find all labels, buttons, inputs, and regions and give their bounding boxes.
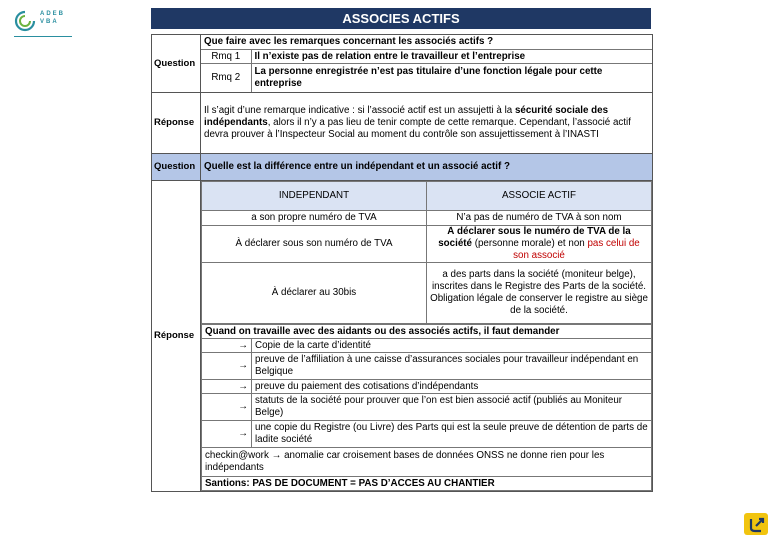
doc-item: Copie de la carte d’identité [252, 339, 652, 353]
logo-text [40, 10, 65, 26]
arrow-icon: → [202, 380, 252, 394]
return-arrow-icon [744, 513, 768, 535]
row1-indep: a son propre numéro de TVA [202, 211, 427, 226]
col-associe-header: ASSOCIE ACTIF [427, 182, 652, 211]
row2-indep: À déclarer sous son numéro de TVA [202, 226, 427, 263]
r1-part1: Il s’agit d’une remarque indicative : si l’associé actif est un assujetti à la [204, 105, 515, 116]
checkin-note: checkin@work → anomalie car croisement bases de données ONSS ne donne rien pour les indépendants [202, 448, 652, 477]
row2-associe-bold: À déclarer sous le numéro de TVA de la société [438, 226, 631, 249]
rmq2-text: La personne enregistrée n’est pas titulaire d’une fonction légale pour cette entreprise [254, 66, 603, 89]
doc-item: preuve de l’affiliation à une caisse d’assurances sociales pour travailleur indépendant en Belgique [252, 353, 652, 380]
logo-underline [14, 36, 72, 37]
logo-mark-icon [14, 10, 36, 32]
qa-table [151, 34, 653, 492]
rmq1-label: Rmq 1 [201, 50, 251, 64]
r1-part2: , alors il n’y a pas lieu de tenir compte de cette remarque. Cependant, l’associé actif devra prouver à l’Inspecteur Social au moment du contrôle son assujettissement à l’INASTI [204, 117, 631, 140]
row2-associe-red: pas celui de son associé [513, 238, 640, 261]
row2-associe-plain: (personne morale) et non [472, 238, 588, 249]
page-title: ASSOCIES ACTIFS [151, 8, 651, 29]
row3-indep: À déclarer au 30bis [202, 263, 427, 324]
arrow-icon: → [202, 394, 252, 421]
q2-label: Question [152, 154, 201, 181]
q2-text: Quelle est la différence entre un indépendant et un associé actif ? [201, 154, 653, 181]
q1-table [201, 35, 652, 92]
doc-item: statuts de la société pour prouver que l’on est bien associé actif (publiés au Moniteur Belge) [252, 394, 652, 421]
q1-question: Que faire avec les remarques concernant les associés actifs ? [201, 35, 652, 50]
documents-intro: Quand on travaille avec des aidants ou des associés actifs, il faut demander [202, 325, 652, 339]
comparison-table [201, 181, 652, 324]
doc-item: preuve du paiement des cotisations d’indépendants [252, 380, 652, 394]
logo-line1: ADEB [40, 11, 66, 17]
rmq2-label: Rmq 2 [201, 64, 251, 93]
logo-line2: VBA [40, 19, 59, 25]
doc-item: une copie du Registre (ou Livre) des Parts qui est la seule preuve de détention de parts de ladite société [252, 421, 652, 448]
r1-label: Réponse [152, 93, 201, 154]
r1-bold: sécurité sociale des indépendants [204, 105, 609, 128]
arrow-icon: → [202, 339, 252, 353]
r1-text [201, 93, 653, 154]
row3-associe: a des parts dans la société (moniteur belge), inscrites dans le Registre des Parts de la société. Obligation légale de conserver le registre au siège de la société. [427, 263, 652, 324]
documents-list [201, 324, 652, 491]
arrow-icon: → [202, 421, 252, 448]
sanctions-note: Santions: PAS DE DOCUMENT = PAS D’ACCES AU CHANTIER [202, 477, 652, 491]
rmq1-text: Il n’existe pas de relation entre le travailleur et l’entreprise [251, 50, 652, 64]
r2-label: Réponse [152, 181, 201, 492]
return-icon[interactable] [744, 513, 768, 535]
row1-associe: N’a pas de numéro de TVA à son nom [427, 211, 652, 226]
col-independant-header: INDEPENDANT [202, 182, 427, 211]
row2-associe [427, 226, 652, 263]
logo [14, 8, 74, 34]
arrow-icon: → [202, 353, 252, 380]
q1-label: Question [152, 35, 201, 93]
